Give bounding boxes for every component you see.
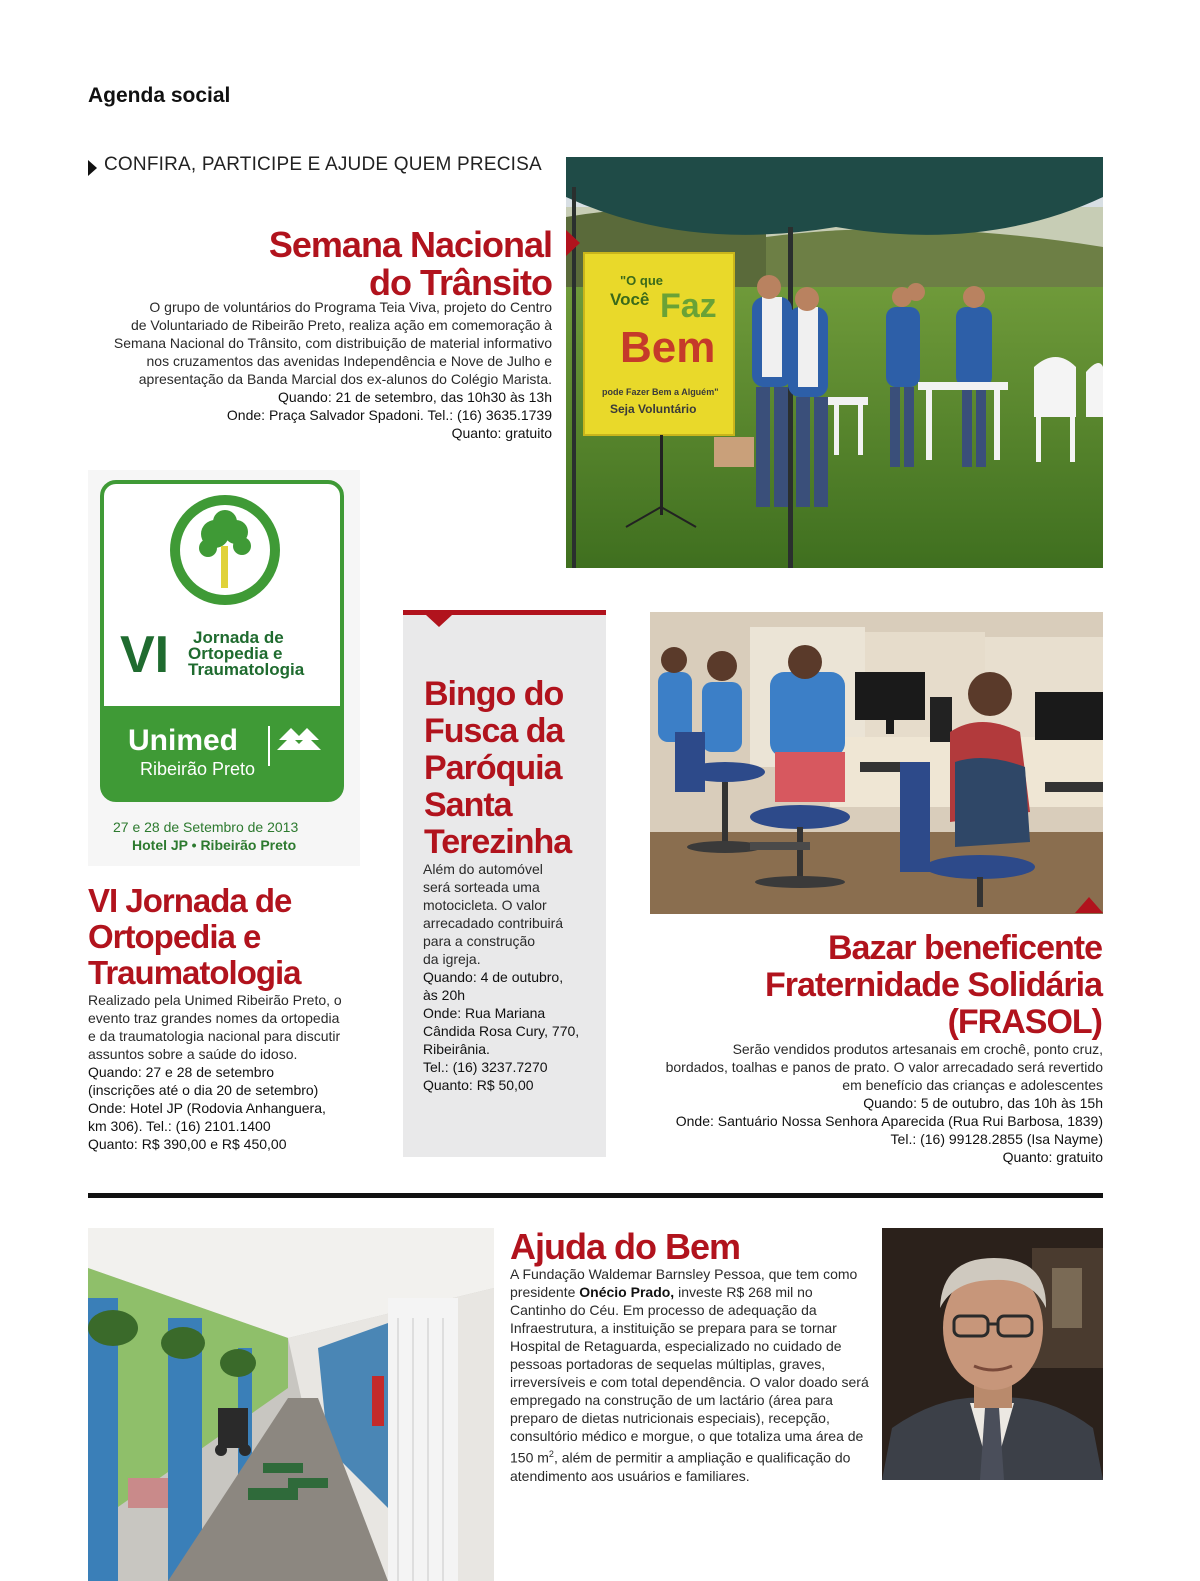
kicker-arrow-icon	[88, 160, 97, 176]
bingo-body-line: da igreja.	[423, 951, 481, 967]
bazar-body-line: Serão vendidos produtos artesanais em crochê, ponto cruz,	[732, 1041, 1103, 1057]
semana-body-line: de Voluntariado de Ribeirão Preto, realiza ação em comemoração à	[130, 317, 552, 333]
jornada-detail: (inscrições até o dia 20 de setembro)	[88, 1082, 319, 1098]
bingo-detail: Quando: 4 de outubro,	[423, 969, 564, 985]
semana-body-line: nos cruzamentos das avenidas Independência e Nove de Julho e	[146, 353, 552, 369]
bazar-title	[640, 930, 1102, 1041]
hospital-corridor-photo	[88, 1228, 494, 1581]
section-divider	[88, 1193, 1103, 1198]
logo-dates: 27 e 28 de Setembro de 2013	[113, 819, 299, 835]
bazar-title-line: (FRASOL)	[947, 1003, 1102, 1041]
jornada-body-line: evento traz grandes nomes da ortopedia	[88, 1010, 340, 1026]
jornada-detail: km 306). Tel.: (16) 2101.1400	[88, 1118, 271, 1134]
jornada-body-line: Realizado pela Unimed Ribeirão Preto, o	[88, 992, 342, 1008]
section-title: Agenda social	[88, 84, 231, 107]
bingo-body	[423, 860, 598, 1094]
bazar-detail: Quando: 5 de outubro, das 10h às 15h	[863, 1095, 1103, 1111]
semana-body-line: O grupo de voluntários do Programa Teia Viva, projeto do Centro	[149, 299, 552, 315]
ajuda-body-text: investe R$ 268 mil no Cantinho do Céu. Em processo de adequação da Infraestrutura, a instituição se prepara para se tornar Hospital de Retaguarda, especializado no cuidado de pessoas portadoras de sequelas múltiplas, graves, irreversíveis e com total dependência. O valor doado será empregado na construção de um lactário (área para preparo de dietas nutricionais especiais), recepção, consultório médico e morgue, o que totaliza uma área de 150 m	[510, 1284, 869, 1466]
bingo-body-line: será sorteada uma	[423, 879, 540, 895]
bazar-body-line: em benefício das crianças e adolescentes	[842, 1077, 1103, 1093]
ajuda-president-name: Onécio Prado,	[579, 1284, 675, 1300]
bingo-title	[424, 676, 604, 861]
bingo-detail: Onde: Rua Mariana	[423, 1005, 546, 1021]
logo-venue: Hotel JP • Ribeirão Preto	[132, 837, 297, 853]
semana-where: Onde: Praça Salvador Spadoni. Tel.: (16) 3635.1739	[226, 407, 552, 423]
jornada-body-line: e da traumatologia nacional para discutir	[88, 1028, 341, 1044]
bingo-title-line: Paróquia	[424, 749, 562, 787]
bingo-title-line: Bingo do	[424, 675, 564, 713]
jornada-detail: Quando: 27 e 28 de setembro	[88, 1064, 275, 1080]
semana-body	[86, 298, 552, 442]
bingo-title-line: Santa	[424, 786, 512, 824]
banner-text-2: Você	[610, 290, 650, 309]
volunteers-photo	[566, 157, 1103, 568]
semana-body-line: apresentação da Banda Marcial dos ex-alunos do Colégio Marista.	[138, 371, 552, 387]
banner-text-6: Seja Voluntário	[610, 402, 697, 416]
logo-line3: Traumatologia	[188, 660, 305, 679]
jornada-logo	[88, 470, 360, 866]
semana-body-line: Semana Nacional do Trânsito, com distribuição de material informativo	[113, 335, 552, 351]
photo-marker-icon	[1075, 897, 1103, 913]
bazar-body-line: bordados, toalhas e panos de prato. O valor arrecadado será revertido	[665, 1059, 1103, 1075]
bazar-body	[640, 1040, 1103, 1166]
jornada-body-line: assuntos sobre a saúde do idoso.	[88, 1046, 298, 1062]
ajuda-body-text: , além de permitir a ampliação e qualificação do atendimento aos usuários e familiares.	[510, 1449, 851, 1484]
bingo-body-line: arrecadado contribuirá	[423, 915, 564, 931]
portrait-photo	[882, 1228, 1103, 1480]
semana-title	[250, 226, 552, 302]
logo-brand: Unimed	[128, 724, 239, 757]
ajuda-title: Ajuda do Bem	[510, 1226, 741, 1267]
bazar-detail: Tel.: (16) 99128.2855 (Isa Nayme)	[890, 1131, 1103, 1147]
logo-line2: Ortopedia e	[188, 644, 283, 663]
semana-title-line2: do Trânsito	[368, 262, 552, 303]
semana-title-line1: Semana Nacional	[268, 224, 552, 265]
bingo-marker-icon	[426, 615, 452, 627]
banner-text-3: Faz	[660, 287, 717, 325]
kicker: CONFIRA, PARTICIPE E AJUDE QUEM PRECISA	[104, 154, 542, 175]
logo-city: Ribeirão Preto	[140, 759, 256, 779]
bingo-detail: Tel.: (16) 3237.7270	[423, 1059, 548, 1075]
bingo-body-line: para a construção	[423, 933, 536, 949]
bingo-body-line: Além do automóvel	[423, 861, 543, 877]
jornada-title-line: VI Jornada de	[88, 882, 292, 919]
bingo-body-line: motocicleta. O valor	[423, 897, 547, 913]
jornada-body	[88, 991, 360, 1153]
jornada-detail: Onde: Hotel JP (Rodovia Anhanguera,	[88, 1100, 326, 1116]
banner-text-1: "O que	[620, 273, 663, 288]
jornada-title	[88, 883, 388, 991]
bingo-detail: Ribeirânia.	[423, 1041, 490, 1057]
semana-when: Quando: 21 de setembro, das 10h30 às 13h	[278, 389, 552, 405]
jornada-title-line: Ortopedia e	[88, 918, 261, 955]
bazar-detail: Quanto: gratuito	[1002, 1149, 1103, 1165]
bingo-detail: Quanto: R$ 50,00	[423, 1077, 534, 1093]
logo-roman: VI	[120, 626, 170, 684]
bazar-title-line: Bazar beneficente	[828, 929, 1102, 967]
banner-text-5: pode Fazer Bem a Alguém"	[602, 387, 719, 397]
banner-text-4: Bem	[620, 323, 716, 372]
photo-marker-icon	[566, 230, 580, 256]
bingo-detail: às 20h	[423, 987, 466, 1003]
bingo-detail: Cândida Rosa Cury, 770,	[423, 1023, 580, 1039]
logo-line1: Jornada de	[193, 628, 284, 647]
bazar-detail: Onde: Santuário Nossa Senhora Aparecida (Rua Rui Barbosa, 1839)	[675, 1113, 1103, 1129]
computer-class-photo	[650, 612, 1103, 914]
ajuda-superscript: 2	[548, 1449, 554, 1459]
jornada-title-line: Traumatologia	[88, 954, 301, 991]
bingo-title-line: Fusca da	[424, 712, 564, 750]
ajuda-body-text: A Fundação Waldemar Barnsley Pessoa, que tem como presidente	[510, 1266, 858, 1300]
bazar-title-line: Fraternidade Solidária	[765, 966, 1102, 1004]
semana-price: Quanto: gratuito	[451, 425, 552, 441]
ajuda-body	[510, 1265, 870, 1485]
bingo-title-line: Terezinha	[424, 823, 572, 861]
jornada-detail: Quanto: R$ 390,00 e R$ 450,00	[88, 1136, 287, 1152]
